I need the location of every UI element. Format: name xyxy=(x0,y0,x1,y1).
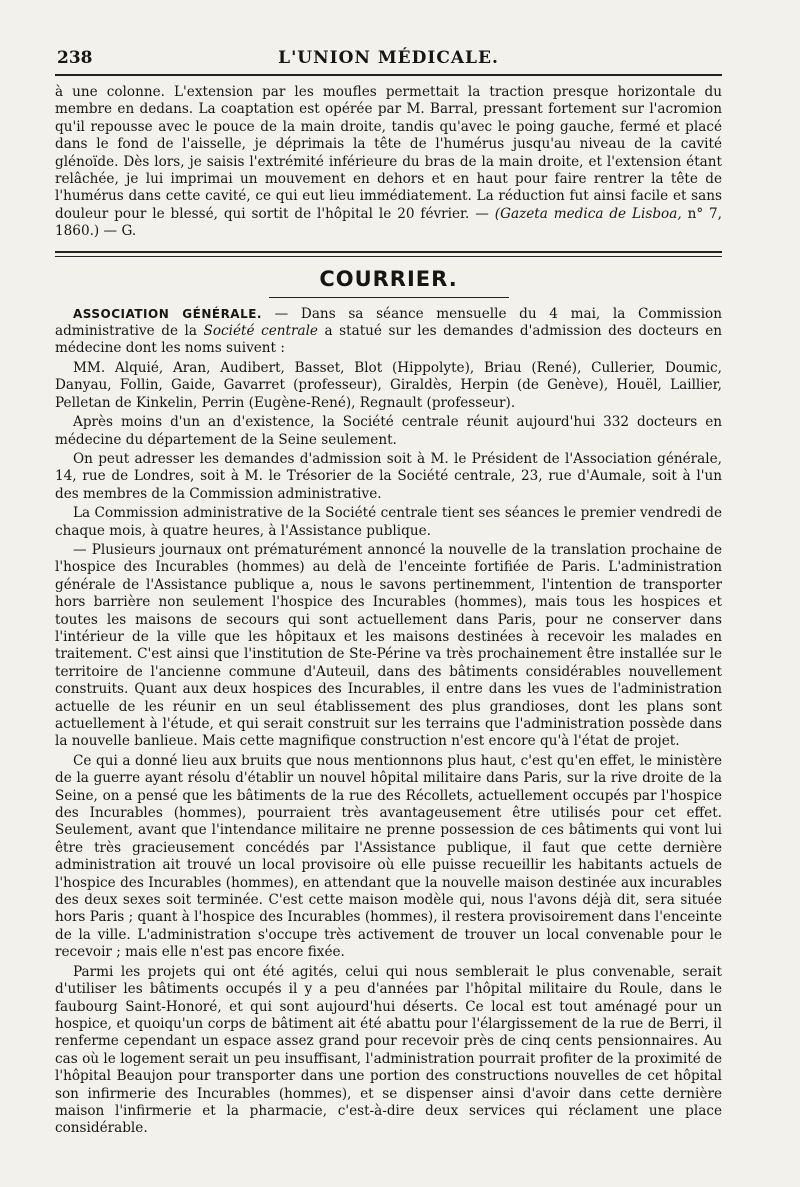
paragraph-commission-meetings: La Commission administrative de la Société centrale tient ses séances le premier vendredi de chaque mois, à quatre heures, à l'Assistance publique. xyxy=(55,505,722,539)
paragraph-military-hospital: Ce qui a donné lieu aux bruits que nous mentionnons plus haut, c'est qu'en effet, le ministère de la guerre ayant résolu d'établir un nouvel hôpital militaire dans Paris, sur la rive droite de la Seine, on a pensé que les bâtiments de la rue des Récollets, actuellement occupés par l'hospice des Incurables (hommes), pourraient très avantageusement être utilisés pour cet effet. Seulement, avant que l'intendance militaire ne prenne possession de ces bâtiments qui vont lui être très gracieusement concédés par l'Assistance publique, il faut que cette dernière administration ait trouvé un local provisoire où elle puisse recueillir les habitants actuels de l'hospice des Incurables (hommes), en attendant que la nouvelle maison destinée aux incurables des deux sexes soit terminée. C'est cette maison modèle qui, nous l'avons déjà dit, sera située hors Paris ; quant à l'hospice des Incurables (hommes), il restera provisoirement dans l'enceinte de la ville. L'administration s'occupe très activement de trouver un local convenable pour le recevoir ; mais elle n'est pas encore fixée. xyxy=(55,752,722,961)
citation-end: n° 7, 1860.) — G. xyxy=(55,205,722,240)
title-rule xyxy=(269,297,509,298)
association-heading: ASSOCIATION GÉNÉRALE. xyxy=(73,306,262,321)
paragraph-admission-addresses: On peut adresser les demandes d'admission soit à M. le Président de l'Association générale, 14, rue de Londres, soit à M. le Trésorier de la Société centrale, 23, rue d'Aumale, soit à l'un des membres de la Commission administrative. xyxy=(55,450,722,502)
association-society: Société centrale xyxy=(203,323,318,340)
article-continuation xyxy=(55,84,722,241)
association-text-1: — Dans sa séance mensuelle du 4 mai, la Commission administrative de la xyxy=(55,305,722,340)
section-title: COURRIER. xyxy=(319,266,458,291)
paragraph-incurables-translation: — Plusieurs journaux ont prématurément annoncé la nouvelle de la translation prochaine de l'hospice des Incurables (hommes) au delà de l'enceinte fortifiée de Paris. L'administration générale de l'Assistance publique a, nous le savons pertinemment, l'intention de transporter hors barrière non seulement l'hospice des Incurables (hommes), mais tous les hospices et toutes les maisons de secours qui sont actuellement dans Paris, pour ne conserver dans l'intérieur de la ville que les hôpitaux et les maisons destinées à recevoir les malades en traitement. C'est ainsi que l'institution de Ste-Périne va très prochainement être installée sur le territoire de l'ancienne commune d'Auteuil, dans des bâtiments considérables nouvellement construits. Quant aux deux hospices des Incurables, il entre dans les vues de l'administration actuelle de les réunir en un seul établissement des plus grandioses, dont les plans sont actuellement à l'étude, et qui serait construit sur les terrains que l'administration possède dans la nouvelle banlieue. Mais cette magnifique construction n'est encore qu'à l'état de projet. xyxy=(55,541,722,750)
association-text-2: a statué sur les demandes d'admission des docteurs en médecine dont les noms suivent : xyxy=(55,323,723,357)
running-header xyxy=(55,44,722,76)
paragraph-society-members: Après moins d'un an d'existence, la Société centrale réunit aujourd'hui 332 docteurs en médecine du département de la Seine seulement. xyxy=(55,414,722,448)
page-number: 238 xyxy=(57,48,93,68)
association-paragraph xyxy=(55,306,722,358)
paragraph-roule-hospital: Parmi les projets qui ont été agités, celui qui nous semblerait le plus convenable, serait d'utiliser les bâtiments occupés il y a peu d'années par l'hôpital militaire du Roule, dans le faubourg Saint-Honoré, et qui sont aujourd'hui déserts. Ce local est tout aménagé pour un hospice, et quoiqu'un corps de bâtiment ait été abattu pour l'élargissement de la rue de Berri, il renferme cependant un espace assez grand pour recevoir près de cinq cents pensionnaires. Au cas où le logement serait un peu insuffisant, l'administration pourrait profiter de la proximité de l'hôpital Beaujon pour transporter dans une portion des constructions nouvelles de cet hôpital son infirmerie des Incurables (hommes), et se dispenser ainsi d'avoir dans cette dernière maison l'infirmerie et la pharmacie, c'est-à-dire deux services qui réclament une place considérable. xyxy=(55,963,722,1137)
section-divider xyxy=(55,251,722,257)
citation-source: (Gazeta medica de Lisboa, xyxy=(494,205,682,222)
opening-paragraph: à une colonne. L'extension par les moufles permettait la traction presque horizontale du membre en dedans. La coaptation est opérée par M. Barral, pressant fortement sur l'acromion qu'il repousse avec le pouce de la main droite, tandis qu'avec le poing gauche, fermé et placé dans le fond de l'aisselle, je déprimais la tête de l'humérus jusqu'au niveau de la cavité glénoïde. Dès lors, je saisis l'extrémité inférieure du bras de la main droite, et l'extension étant relâchée, je lui imprimai un mouvement en dehors et en haut pour faire rentrer la tête de l'humérus dans cette cavité, ce qui eut lieu immédiatement. La réduction fut ainsi facile et sans douleur pour le blessé, qui sortit de l'hôpital le 20 février. — xyxy=(55,84,722,222)
admitted-names-list: MM. Alquié, Aran, Audibert, Basset, Blot (Hippolyte), Briau (René), Cullerier, Doumic, Danyau, Follin, Gaide, Gavarret (professeur), Giraldès, Herpin (de Genève), Houël, Laillier, Pelletan de Kinkelin, Perrin (Eugène-René), Regnault (professeur). xyxy=(55,359,722,411)
journal-title: L'UNION MÉDICALE. xyxy=(278,48,499,68)
